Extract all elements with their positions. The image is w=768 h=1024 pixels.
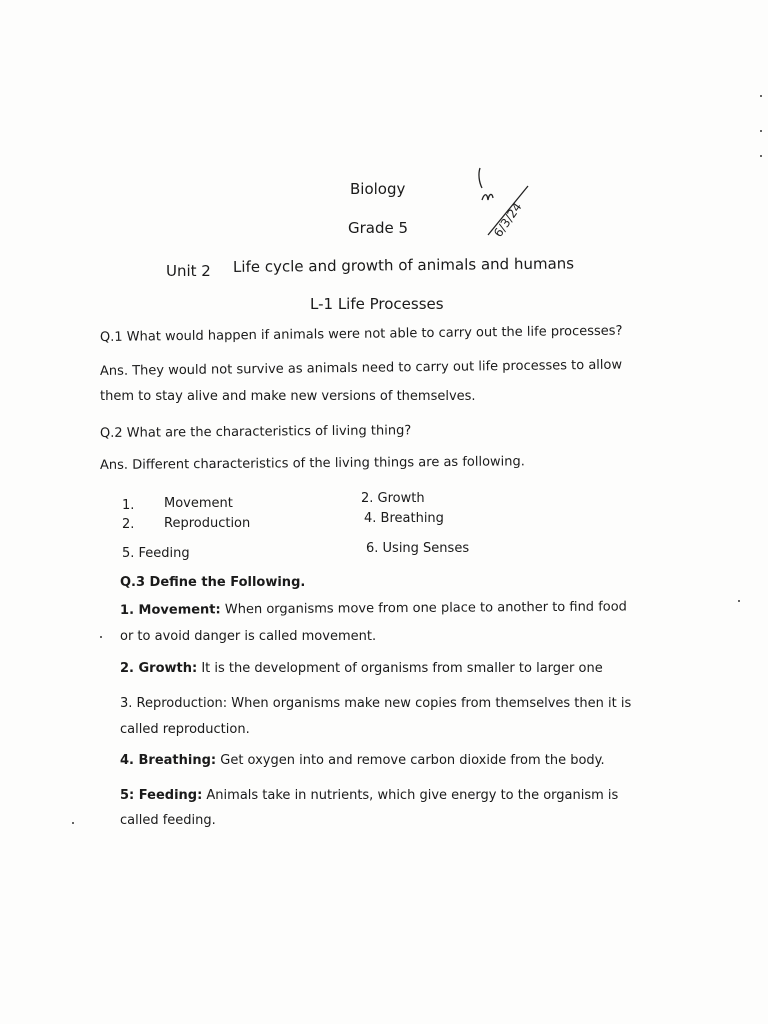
definition-feeding-line-2: called feeding. bbox=[120, 813, 216, 828]
definition-term: 1. Movement: bbox=[119, 602, 221, 618]
list-item-movement: Movement bbox=[164, 496, 233, 511]
definition-reproduction: 3. Reproduction: When organisms make new copies from themselves then it is bbox=[120, 696, 632, 711]
scan-speck bbox=[760, 155, 762, 157]
list-item-reproduction: Reproduction bbox=[164, 516, 251, 531]
definition-reproduction-line-2: called reproduction. bbox=[120, 722, 250, 737]
list-item-feeding: 5. Feeding bbox=[122, 546, 190, 561]
scan-speck bbox=[738, 600, 740, 602]
question-1: Q.1 What would happen if animals were not able to carry out the life processes? bbox=[99, 323, 623, 345]
question-3: Q.3 Define the Following. bbox=[120, 575, 306, 590]
list-item-number: 1. bbox=[122, 498, 135, 513]
definition-movement-line-2: or to avoid danger is called movement. bbox=[120, 629, 377, 644]
scan-speck bbox=[100, 636, 102, 638]
signature-date: 6/3/24 bbox=[490, 200, 525, 240]
unit-title: Life cycle and growth of animals and humans bbox=[232, 254, 575, 276]
definition-term: 5: Feeding: bbox=[120, 788, 203, 803]
question-2: Q.2 What are the characteristics of living thing? bbox=[99, 423, 412, 441]
list-item-using-senses: 6. Using Senses bbox=[366, 541, 470, 556]
definition-feeding bbox=[120, 787, 618, 805]
answer-2: Ans. Different characteristics of the living things are as following. bbox=[99, 454, 525, 473]
definition-text: Animals take in nutrients, which give energy to the organism is bbox=[202, 788, 619, 803]
list-item-breathing: 4. Breathing bbox=[364, 511, 444, 526]
list-item-number: 2. bbox=[122, 517, 135, 532]
handwritten-signature bbox=[470, 160, 550, 250]
definition-text: It is the development of organisms from smaller to larger one bbox=[197, 661, 603, 676]
scan-speck bbox=[760, 95, 762, 97]
list-item-growth: 2. Growth bbox=[361, 491, 425, 506]
scan-speck bbox=[72, 822, 74, 824]
subject-title: Biology bbox=[350, 180, 406, 198]
definition-text: Get oxygen into and remove carbon dioxide from the body. bbox=[216, 753, 605, 768]
answer-1-line-2: them to stay alive and make new versions of themselves. bbox=[100, 389, 476, 404]
definition-breathing bbox=[120, 752, 605, 770]
definition-growth bbox=[120, 660, 603, 678]
definition-text: When organisms move from one place to another to find food bbox=[220, 599, 627, 618]
definition-movement bbox=[120, 598, 627, 620]
grade-title: Grade 5 bbox=[348, 219, 409, 237]
scan-speck bbox=[760, 130, 762, 132]
answer-1-line-1: Ans. They would not survive as animals need to carry out life processes to allow bbox=[99, 357, 623, 379]
unit-number: Unit 2 bbox=[166, 262, 211, 280]
lesson-title: L-1 Life Processes bbox=[310, 295, 444, 313]
definition-term: 2. Growth: bbox=[120, 661, 198, 676]
definition-term: 4. Breathing: bbox=[120, 753, 217, 768]
